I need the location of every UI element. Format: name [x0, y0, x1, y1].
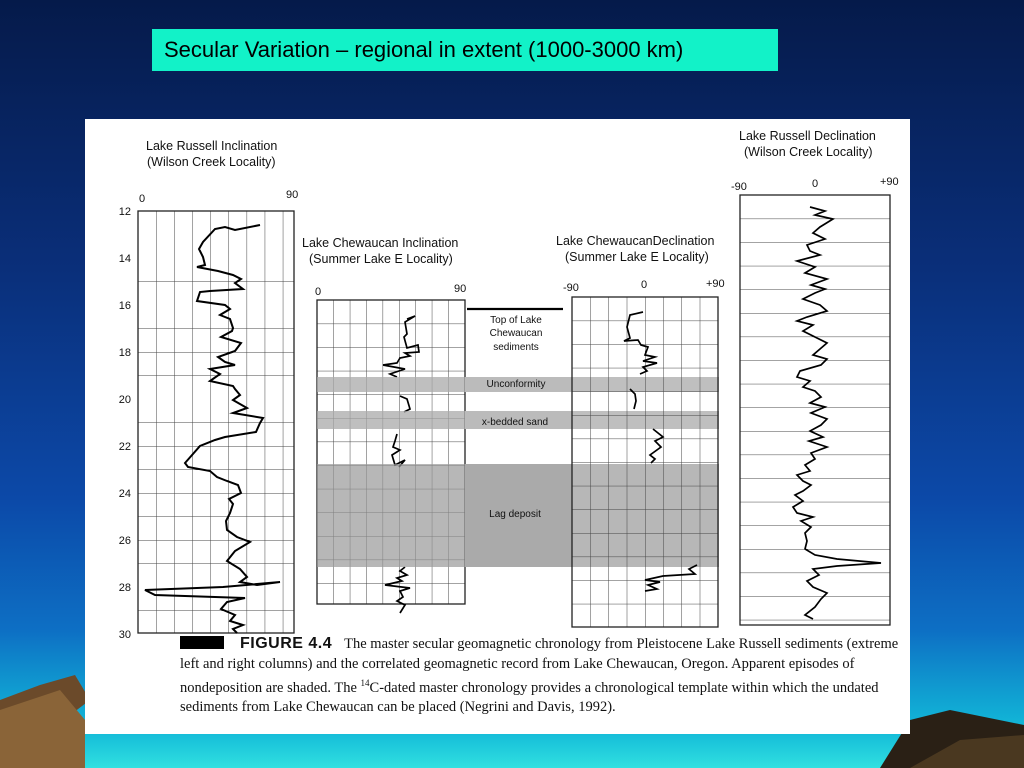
caption-superscript: 14 — [360, 678, 370, 688]
depth-tick-label: 30 — [118, 629, 131, 641]
figure-caption — [180, 634, 902, 718]
lake-russell-inclination-column — [119, 139, 299, 641]
col4-title-line1: Lake Russell Declination — [739, 129, 876, 143]
depth-tick-label: 24 — [118, 488, 131, 500]
depth-tick-label: 16 — [118, 300, 131, 312]
caption-figure-label: FIGURE 4.4 — [240, 635, 333, 652]
depth-tick-label: 20 — [118, 394, 131, 406]
col3-title-line1: Lake ChewaucanDeclination — [556, 234, 715, 248]
annotation-top-line1: Top of Lake — [490, 315, 542, 326]
lake-chewaucan-declination-column — [556, 234, 725, 627]
annotation-top-line2: Chewaucan — [489, 328, 543, 339]
caption-text-before: The master secular geomagnetic chronology from Pleistocene Lake Russell sediments (extreme left and right columns) and the correlated geomagnetic record from Lake Chewaucan, Oregon. Apparent episodes of nondeposition are shaded. The — [180, 636, 899, 696]
col1-title-line1: Lake Russell Inclination — [146, 139, 278, 153]
depth-axis — [119, 206, 131, 641]
col3-axis-mid: 0 — [641, 279, 648, 291]
col3-axis-max: +90 — [706, 278, 725, 290]
col2-title-line1: Lake Chewaucan Inclination — [302, 236, 459, 250]
depth-tick-label: 12 — [118, 206, 131, 218]
col2-axis-max: 90 — [454, 283, 467, 295]
caption-text-after: C-dated master chronology provides a chronological template within which the undated sediments from Lake Chewaucan can be placed (Negrini and Davis, 1992). — [180, 679, 879, 716]
col2-axis-min: 0 — [315, 286, 322, 298]
annotation-lag-deposit: Lag deposit — [489, 509, 541, 520]
annotation-top-line3: sediments — [493, 342, 539, 353]
depth-tick-label: 14 — [118, 253, 131, 265]
col2-title-line2: (Summer Lake E Locality) — [309, 252, 453, 266]
depth-tick-label: 28 — [118, 582, 131, 594]
depth-tick-label: 26 — [118, 535, 131, 547]
col4-axis-mid: 0 — [812, 178, 819, 190]
col3-title-line2: (Summer Lake E Locality) — [565, 250, 709, 264]
lake-russell-declination-column — [731, 129, 899, 625]
col4-axis-min: -90 — [731, 181, 747, 193]
col1-title-line2: (Wilson Creek Locality) — [147, 155, 276, 169]
figure — [85, 119, 910, 734]
col1-axis-min: 0 — [139, 193, 146, 205]
col4-axis-max: +90 — [880, 176, 899, 188]
col1-axis-max: 90 — [286, 189, 299, 201]
depth-tick-label: 18 — [118, 347, 131, 359]
col3-axis-min: -90 — [563, 282, 579, 294]
annotation-unconformity: Unconformity — [486, 379, 546, 390]
col4-title-line2: (Wilson Creek Locality) — [744, 145, 873, 159]
slide-title: Secular Variation – regional in extent (1000-3000 km) — [152, 29, 778, 71]
annotation-xbedded-sand: x-bedded sand — [481, 417, 549, 428]
caption-marker — [180, 636, 224, 649]
depth-tick-label: 22 — [118, 441, 131, 453]
